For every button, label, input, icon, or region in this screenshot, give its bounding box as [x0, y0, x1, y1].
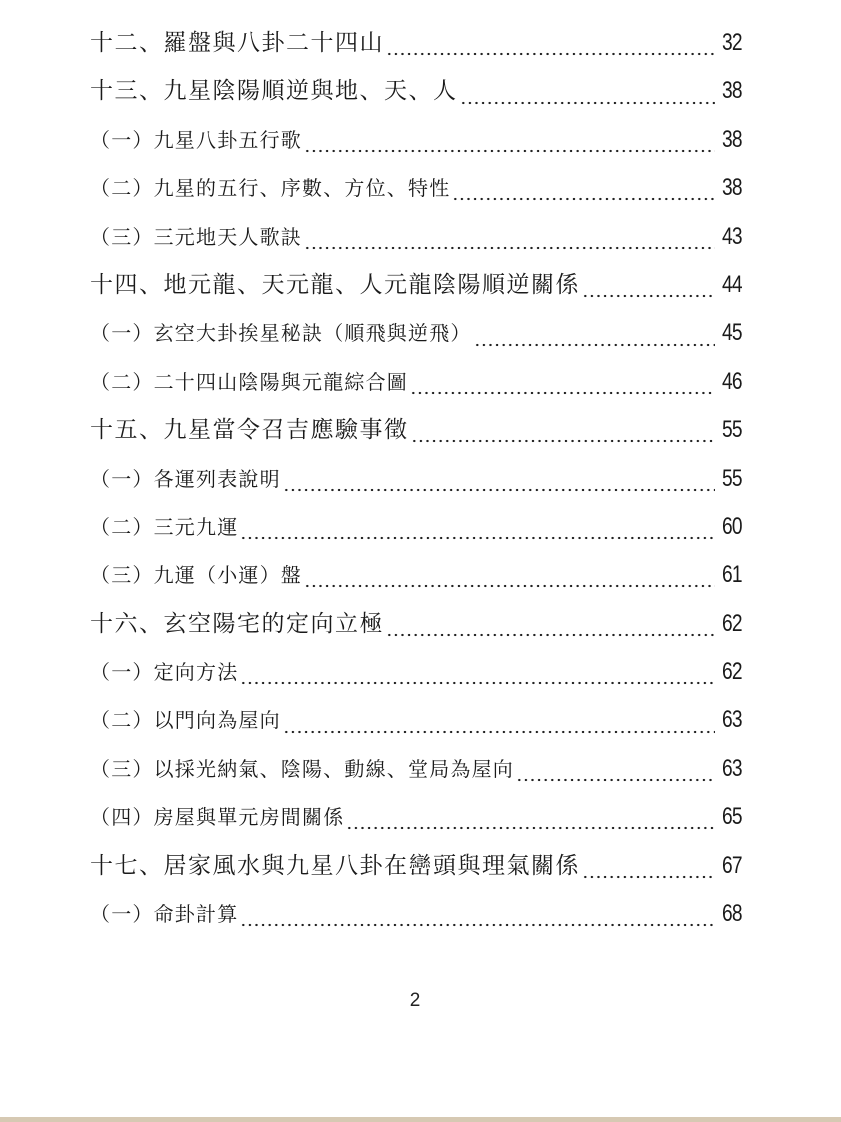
toc-entry-page-number: 38: [722, 77, 742, 105]
toc-entry-title: 十五、九星當令召吉應驗事徵: [90, 417, 409, 444]
toc-entry: [90, 220, 742, 268]
toc-entry-title: 十四、地元龍、天元龍、人元龍陰陽順逆關係: [90, 271, 580, 298]
toc-entry: [90, 703, 742, 751]
dot-leader: [582, 294, 715, 298]
dot-leader: [304, 246, 715, 250]
toc-entry-title: （三）九運（小運）盤: [90, 563, 302, 588]
toc-entry-title: （一）玄空大卦挨星秘訣（順飛與逆飛）: [90, 321, 472, 346]
toc-entry: [90, 849, 742, 897]
dot-leader: [283, 730, 715, 734]
toc-entry-title: （四）房屋與單元房間關係: [90, 805, 345, 830]
toc-entry-page-number: 38: [722, 174, 742, 202]
toc-entry-title: （一）各運列表說明: [90, 466, 281, 491]
dot-leader: [516, 778, 715, 782]
dot-leader: [582, 875, 715, 879]
dot-leader: [240, 536, 715, 540]
toc-entry-page-number: 61: [722, 561, 742, 589]
toc-entry: [90, 365, 742, 413]
toc-entry: [90, 752, 742, 800]
toc-entry: [90, 268, 742, 316]
dot-leader: [386, 52, 715, 56]
toc-entry: [90, 26, 742, 74]
toc-entry-page-number: 43: [722, 222, 742, 250]
toc-entry-page-number: 55: [722, 464, 742, 492]
toc-entry-page-number: 44: [722, 270, 742, 298]
toc-entry: [90, 510, 742, 558]
toc-entry: [90, 655, 742, 703]
toc-entry-title: （一）命卦計算: [90, 902, 239, 927]
toc-entry-page-number: 68: [722, 900, 742, 928]
toc-entry: [90, 897, 742, 945]
toc-entry-title: （一）九星八卦五行歌: [90, 127, 302, 152]
dot-leader: [474, 343, 716, 347]
dot-leader: [283, 488, 715, 492]
toc-entry-title: 十七、居家風水與九星八卦在巒頭與理氣關係: [90, 852, 580, 879]
toc-entry-title: （一）定向方法: [90, 660, 239, 685]
toc-entry-page-number: 45: [722, 319, 742, 347]
bottom-border-bar: [0, 1117, 841, 1122]
toc-entry: [90, 171, 742, 219]
toc-entry-page-number: 63: [722, 706, 742, 734]
footer-page-number: 2: [409, 990, 421, 1011]
toc-entry-page-number: 46: [722, 367, 742, 395]
toc-entry-page-number: 65: [722, 803, 742, 831]
dot-leader: [346, 826, 715, 830]
toc-entry-page-number: 63: [722, 754, 742, 782]
toc-entry-page-number: 62: [722, 658, 742, 686]
toc-entry-page-number: 60: [722, 512, 742, 540]
toc-entry: [90, 607, 742, 655]
toc-entry-title: 十六、玄空陽宅的定向立極: [90, 610, 384, 637]
toc-entry: [90, 74, 742, 122]
toc-entry-page-number: 32: [722, 29, 742, 56]
toc-entry-title: （二）二十四山陰陽與元龍綜合圖: [90, 369, 408, 394]
toc-entry: [90, 316, 742, 364]
toc-entry-title: 十二、羅盤與八卦二十四山: [90, 30, 384, 56]
toc-entry-title: （二）以門向為屋向: [90, 708, 281, 733]
dot-leader: [460, 101, 716, 105]
dot-leader: [410, 391, 715, 395]
dot-leader: [411, 439, 716, 443]
toc-entry-page-number: 62: [722, 609, 742, 637]
dot-leader: [240, 923, 715, 927]
toc-entry-title: （二）九星的五行、序數、方位、特性: [90, 176, 451, 201]
table-of-contents: [90, 26, 742, 945]
toc-entry: [90, 413, 742, 461]
toc-entry: [90, 800, 742, 848]
toc-entry-title: （三）三元地天人歌訣: [90, 224, 302, 249]
toc-entry: [90, 462, 742, 510]
dot-leader: [386, 633, 715, 637]
dot-leader: [304, 149, 715, 153]
toc-entry-page-number: 67: [722, 851, 742, 879]
dot-leader: [240, 681, 715, 685]
toc-entry-page-number: 55: [722, 416, 742, 444]
toc-entry-title: 十三、九星陰陽順逆與地、天、人: [90, 78, 458, 105]
dot-leader: [452, 197, 715, 201]
dot-leader: [304, 584, 715, 588]
toc-entry-page-number: 38: [722, 125, 742, 153]
toc-entry-title: （三）以採光納氣、陰陽、動線、堂局為屋向: [90, 756, 514, 781]
toc-entry: [90, 123, 742, 171]
toc-entry-title: （二）三元九運: [90, 514, 239, 539]
toc-entry: [90, 558, 742, 606]
